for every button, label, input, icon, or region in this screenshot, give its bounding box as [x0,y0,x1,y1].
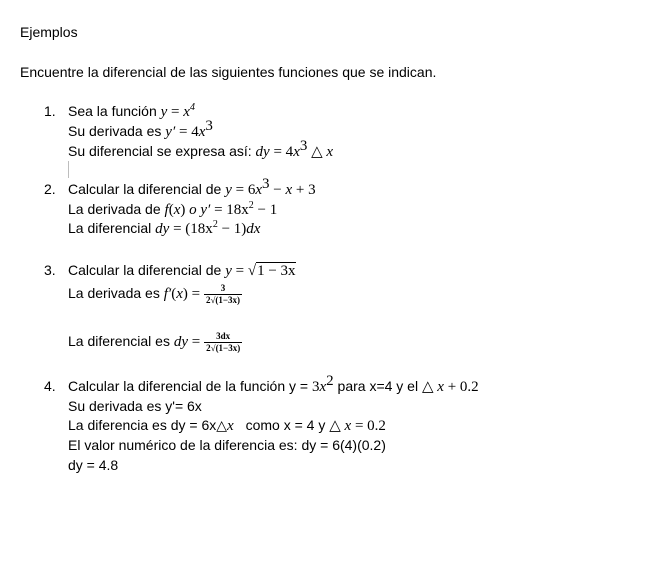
line-text: La derivada es [68,285,160,301]
item-line: dy = 4.8 [68,457,119,473]
math-expression: $3x^2$ [311,373,334,395]
fraction-denominator: 2√(1−3x) [205,294,241,305]
item-number: 1. [44,103,56,119]
line-text: La diferencia es dy = 6x△ [68,417,228,433]
item-number: 3. [44,262,56,278]
line-text: La diferencial [68,220,152,236]
text-cursor [68,161,69,178]
item-number: 4. [44,378,56,394]
item-line [68,200,277,220]
math-expression: $y = 6x^3 - x + 3$ [225,176,316,198]
fraction-numerator: 3 [220,282,226,293]
instruction: Encuentre la diferencial de las siguientes funciones que se indican. [20,64,437,80]
heading: Ejemplos [20,24,78,40]
line-text: Calcular la diferencial de [68,262,222,278]
item-line [68,102,195,122]
fraction [204,283,242,306]
item-line [68,138,334,162]
fraction-denominator: 2√(1−3x) [206,342,241,353]
line-text: Calcular la diferencial de la función y = [68,378,309,394]
item-line [68,330,242,354]
item-line [68,261,296,281]
math-expression: △ x + 0.2 [421,379,479,395]
fraction [204,331,242,354]
math-expression: $y' = 4x^3$ [165,118,213,140]
item-line [68,118,213,142]
math-expression: x [227,418,234,434]
item-line: El valor numérico de la diferencia es: dy = 6(4)(0.2) [68,437,386,453]
line-text: La derivada de [68,201,161,217]
math-expression: dy = $4x^3$ △ x [255,138,334,160]
item-line: Su derivada es y'= 6x [68,398,202,414]
math-expression: $y = x^4$ [160,102,195,120]
item-line [68,219,260,239]
item-line [68,176,316,200]
math-expression: f′(x) = [163,286,201,302]
item-line [68,416,386,436]
line-text: para x=4 y el [337,378,419,394]
item-number: 2. [44,181,56,197]
line-text: Sea la función [68,103,157,119]
item-line [68,373,479,397]
line-text: Calcular la diferencial de [68,181,222,197]
math-expression: dy = $(18x^2 - 1)dx$ [155,219,261,237]
line-text: Su derivada es [68,123,162,139]
math-expression: f(x) o $y' = 18x^2 - 1$ [164,200,278,218]
line-text: como x = 4 y [245,417,326,433]
line-text: Su diferencial se expresa así: [68,143,252,159]
fraction-numerator: 3dx [216,330,231,341]
item-line [68,282,242,306]
math-expression: y = √1 − 3x [225,263,296,279]
math-expression: △ x = 0.2 [329,418,386,434]
math-expression: dy = [173,334,201,350]
line-text: La diferencial es [68,333,170,349]
